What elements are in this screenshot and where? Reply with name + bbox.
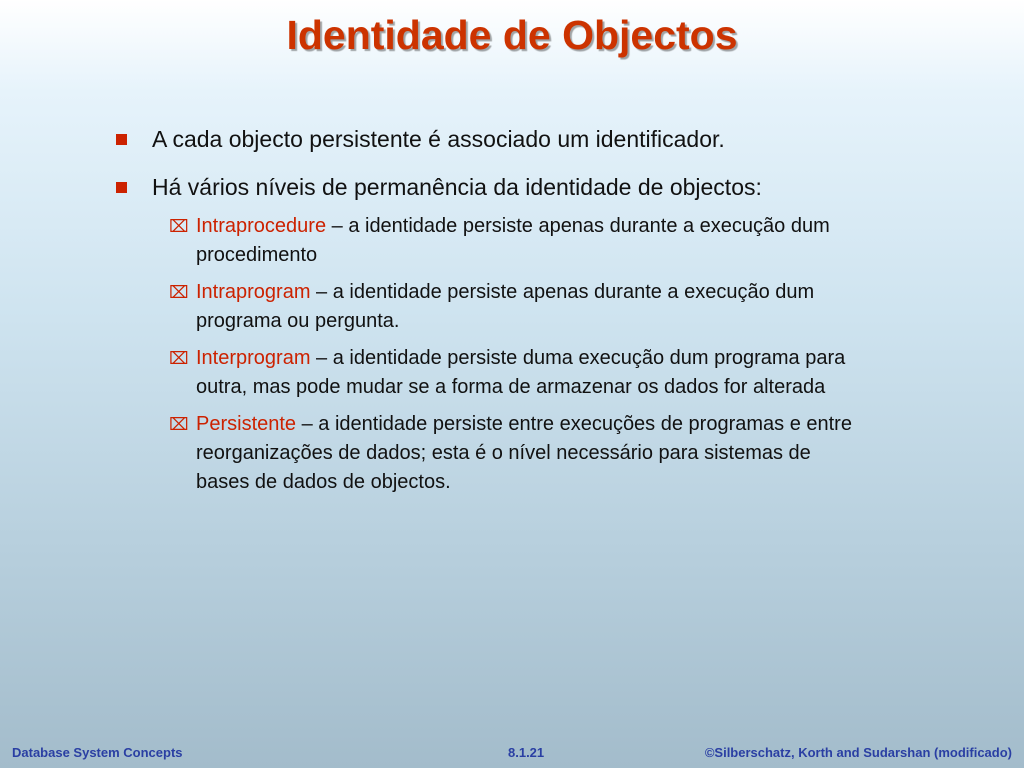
footer-copyright: ©Silberschatz, Korth and Sudarshan (modificado) — [704, 745, 1012, 760]
sub-bullet-text: – a identidade persiste apenas durante a execução dum programa ou pergunta. — [196, 281, 815, 332]
square-bullet-icon — [116, 182, 127, 193]
footer-slide-number: 8.1.21 — [508, 745, 545, 760]
boxed-x-bullet-icon: ⌧ — [169, 283, 189, 303]
boxed-x-bullet-icon: ⌧ — [169, 349, 189, 369]
sub-bullet-item — [169, 410, 866, 497]
sub-bullet-item — [169, 278, 866, 336]
square-bullet-icon — [116, 134, 127, 145]
boxed-x-bullet-icon: ⌧ — [169, 217, 189, 237]
term-persistente: Persistente — [196, 413, 297, 435]
bullet-item — [110, 172, 940, 202]
term-intraprogram: Intraprogram — [196, 281, 311, 303]
slide-content — [110, 124, 940, 505]
slide-footer — [0, 745, 1024, 765]
sub-bullet-text: – a identidade persiste entre execuções de programas e entre reorganizações de dados; esta é o nível necessário para sistemas de bases de dados de objectos. — [196, 413, 852, 493]
slide-title: Identidade de Objectos — [286, 12, 738, 58]
bullet-item — [110, 124, 940, 154]
sub-bullet-item — [169, 344, 866, 402]
footer-course-title: Database System Concepts — [12, 745, 183, 760]
boxed-x-bullet-icon: ⌧ — [169, 415, 189, 435]
sub-bullet-item — [169, 212, 866, 270]
bullet-text: Há vários níveis de permanência da identidade de objectos: — [152, 174, 762, 200]
sub-bullet-text: – a identidade persiste duma execução dum programa para outra, mas pode mudar se a forma de armazenar os dados for alterada — [196, 347, 846, 398]
sub-bullet-text: – a identidade persiste apenas durante a execução dum procedimento — [196, 215, 830, 266]
term-interprogram: Interprogram — [196, 347, 311, 369]
bullet-text: A cada objecto persistente é associado um identificador. — [152, 126, 725, 152]
term-intraprocedure: Intraprocedure — [196, 215, 327, 237]
